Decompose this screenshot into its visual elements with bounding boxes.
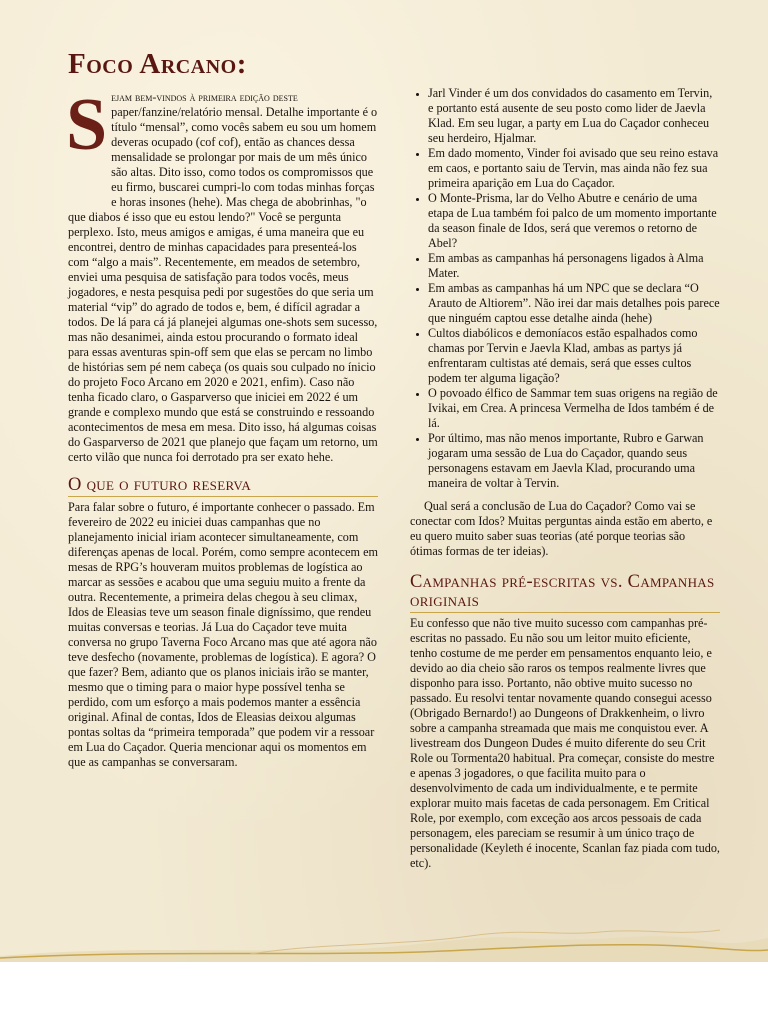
list-item: • Em ambas as campanhas há um NPC que se declara “O Arauto de Altiorem”. Não irei dar mais detalhes pois parece que ninguém captou esse detalhe ainda (hehe) [428,281,720,326]
left-column [68,50,378,770]
intro-lead: ejam bem-vindos à primeira edição deste [111,90,298,104]
list-item: • O povoado élfico de Sammar tem suas origens na região de Ivikai, em Crea. A princesa Vermelha de Idos também é de lá. [428,386,720,431]
right-column [410,86,720,871]
list-item: • Jarl Vinder é um dos convidados do casamento em Tervin, e portanto está ausente de seu posto como lider de Jaevla Klad. Em seu lugar, a party em Lua do Caçador conheceu seu herdeiro, Hjalmar. [428,86,720,146]
section-heading-future: O que o futuro reserva [68,475,378,497]
list-item: • Em ambas as campanhas há personagens ligados à Alma Mater. [428,251,720,281]
intro-text: paper/fanzine/relatório mensal. Detalhe importante é o título “mensal”, como vocês sabem eu sou um homem deveras ocupado (cof cof), então as chances dessa mensalidade se prolongar por mais de um mês único são altas. Dito isso, como todos os compromissos que eu firmo, buscarei cumpri-lo com todas minhas forças e horas insones (hehe). Mas chega de abobrinhas, "o que diabos é isso que eu estou lendo?" Você se pergunta perplexo. Isto, meus amigos e amigas, é uma maneira que eu encontrei, dentro de minhas capacidades para presenteá-los com “algo a mais”. Recentemente, em meados de setembro, enviei uma pesquisa de satisfação para todos vocês, meus jogadores, e nesta pesquisa pedi por sugestões do que seria um material “vip” do agrado de todos e, bem, é difícil agradar a todos. De lá para cá já planejei algumas one-shots sem sucesso, mas não desanimei, ainda estou procurando o formato ideal para essas aventuras spin-off sem que elas se percam no limbo de histórias sem pé nem cabeça (os quais sou culpado no ínicio do projeto Foco Arcano em 2020 e 2021, enfim). Caso não tenha ficado claro, o Gasparverso que iniciei em 2022 é um grande e complexo mundo que está se construindo e ressoando acontecimentos de mesa em mesa. Dito isso, há algumas coisas do Gasparverso de 2021 que planejo que façam um retorno, um certo vilão que nunca foi derrotado pra ser exato hehe. [68,105,378,464]
campaigns-paragraph: Eu confesso que não tive muito sucesso com campanhas pré-escritas no passado. Eu não sou um leitor muito eficiente, tenho costume de me perder em pensamentos enquanto leio, e devido ao dia cheio são raros os tempos realmente livres que disponho para isso. Portanto, não obtive muito sucesso no passado. Eu resolvi tentar novamente quando consegui acesso (Obrigado Bernardo!) ao Dungeons of Drakkenheim, o livro sobre a campanha streamada que mais me conquistou ever. A livestream dos Dungeon Dudes é muito diferente do seu Crit Role ou Tormenta20 habitual. Pra começar, consiste do mestre e apenas 3 jogadores, o que facilita muito para o desenvolvimento de cada um individualmente, e te permite explorar muito mais facetas de cada personagem. Em Critical Role, por exemplo, com exceção aos arcos pessoais de cada personagem, eles pareciam se resumir à um único traço de personalidade (Keyleth é inocente, Scanlan faz piada com tudo, etc). [410,616,720,870]
intro-paragraph [66,84,378,465]
list-item: • Por último, mas não menos importante, Rubro e Garwan jogaram uma sessão de Lua do Caçador, quando seus personagens estavam em Jaevla Klad, procurando uma maneira de voltar à Tervin. [428,431,720,491]
footer-ornament [0,912,768,962]
list-item: • O Monte-Prisma, lar do Velho Abutre e cenário de uma etapa de Lua também foi palco de um momento importante da season finale de Idos, será que veremos o retorno de Abel? [428,191,720,251]
connections-list [410,86,720,491]
list-item: • Em dado momento, Vinder foi avisado que seu reino estava em caos, e portanto saiu de Tervin, mas ainda não fez sua primeira aparição em Lua do Caçador. [428,146,720,191]
section-heading-campaigns: Campanhas pré-escritas vs. Campanhas originais [410,573,720,613]
list-item: • Cultos diabólicos e demoníacos estão espalhados como chamas por Tervin e Jaevla Klad, ambas as partys já enfrentaram cultistas até demais, será que esses cultos podem ter alguma ligação? [428,326,720,386]
page-title: Foco Arcano: [68,48,247,80]
future-paragraph: Para falar sobre o futuro, é importante conhecer o passado. Em fevereiro de 2022 eu iniciei duas campanhas que no planejamento inicial iriam acontecer simultaneamente, com diferenças apenas de local. Porém, como sempre acontecem em mesas de RPG’s houveram muitos problemas de logística ao marcar as sessões e acabou que uma seguiu muito a frente da outra. Recentemente, a primeira delas chegou à seu climax, Idos de Eleasias teve um season finale digníssimo, que rendeu muitas conversas e teorias. Já Lua do Caçador teve muita conversa no grupo Taverna Foco Arcano mas que até agora não teve desfecho (novamente, problemas de logística). E agora? O que fazer? Bem, adianto que os planos iniciais irão se manter, mesmo que o timing para o maior hype possível tenha se perdido, com um esforço a mais podemos manter a essência original. Afinal de contas, Idos de Eleasias deixou algumas pontas soltas da “primeira temporada” que podem vir a ressoar em Lua do Caçador. Queria mencionar aqui os momentos em que as campanhas se conversaram. [68,500,378,769]
drop-cap: S [66,84,108,166]
closing-paragraph: Qual será a conclusão de Lua do Caçador? Como vai se conectar com Idos? Muitas perguntas ainda estão em aberto, e eu quero muito saber suas teorias (até porque teorias são ótimas formas de ter ideias). [410,499,713,558]
